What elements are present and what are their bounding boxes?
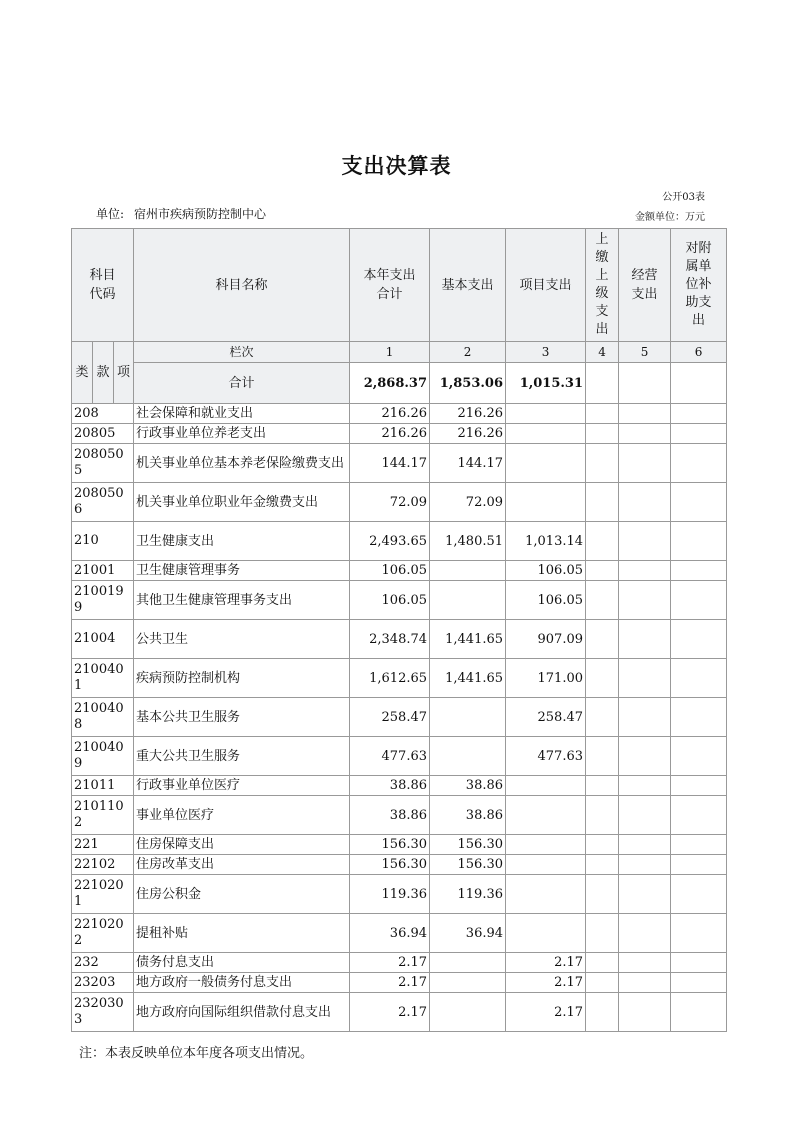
row-business [619,561,671,581]
row-upper [586,914,619,953]
row-business [619,875,671,914]
header-row [72,229,727,342]
total-basic: 1,853.06 [430,363,506,404]
row-total: 38.86 [350,796,430,835]
row-subsidy [671,737,727,776]
row-total: 72.09 [350,483,430,522]
table-row [72,581,727,620]
row-upper [586,581,619,620]
row-project: 1,013.14 [506,522,586,561]
row-upper [586,522,619,561]
table-row [72,561,727,581]
row-business [619,404,671,424]
header-kuan: 款 [93,342,114,404]
row-name: 地方政府一般债务付息支出 [134,973,350,993]
header-basic: 基本支出 [430,229,506,342]
row-business [619,620,671,659]
row-code: 2080506 [72,483,134,522]
row-subsidy [671,776,727,796]
row-project: 2.17 [506,993,586,1032]
row-basic: 144.17 [430,444,506,483]
row-total: 119.36 [350,875,430,914]
row-business [619,444,671,483]
header-business: 经营支出 [619,229,671,342]
table-row [72,444,727,483]
row-total: 2,348.74 [350,620,430,659]
row-name: 其他卫生健康管理事务支出 [134,581,350,620]
header-xiang: 项 [114,342,134,404]
row-project [506,424,586,444]
row-basic: 38.86 [430,796,506,835]
row-code: 2100408 [72,698,134,737]
header-upper: 上缴上级支出 [586,229,619,342]
row-project [506,914,586,953]
row-name: 债务付息支出 [134,953,350,973]
row-name: 卫生健康管理事务 [134,561,350,581]
row-upper [586,424,619,444]
row-code: 232 [72,953,134,973]
row-code: 21001 [72,561,134,581]
row-subsidy [671,483,727,522]
row-business [619,581,671,620]
row-code: 2320303 [72,993,134,1032]
row-project [506,483,586,522]
row-name: 重大公共卫生服务 [134,737,350,776]
row-upper [586,835,619,855]
row-basic: 216.26 [430,424,506,444]
row-basic [430,581,506,620]
row-project [506,875,586,914]
header-project: 项目支出 [506,229,586,342]
table-row [72,404,727,424]
row-total: 144.17 [350,444,430,483]
row-total: 216.26 [350,404,430,424]
total-row [72,363,727,404]
row-total: 1,612.65 [350,659,430,698]
row-business [619,993,671,1032]
row-basic [430,737,506,776]
row-name: 提租补贴 [134,914,350,953]
row-upper [586,875,619,914]
row-code: 2100409 [72,737,134,776]
row-business [619,659,671,698]
row-upper [586,620,619,659]
row-project: 258.47 [506,698,586,737]
footnote: 注：本表反映单位本年度各项支出情况。 [79,1046,314,1061]
row-business [619,776,671,796]
row-basic: 72.09 [430,483,506,522]
row-subsidy [671,914,727,953]
row-upper [586,404,619,424]
row-subsidy [671,424,727,444]
row-upper [586,973,619,993]
row-project: 907.09 [506,620,586,659]
unit-line [96,205,266,222]
header-subsidy: 对附属单位补助支出 [671,229,727,342]
row-basic: 216.26 [430,404,506,424]
row-basic: 119.36 [430,875,506,914]
row-code: 208 [72,404,134,424]
row-upper [586,444,619,483]
row-total: 2.17 [350,973,430,993]
row-basic: 36.94 [430,914,506,953]
column-number: 1 [350,342,430,363]
row-upper [586,483,619,522]
row-code: 20805 [72,424,134,444]
row-business [619,953,671,973]
row-upper [586,659,619,698]
row-total: 106.05 [350,581,430,620]
total-subsidy [671,363,727,404]
row-total: 2.17 [350,953,430,973]
row-subsidy [671,561,727,581]
row-total: 477.63 [350,737,430,776]
row-upper [586,737,619,776]
table-row [72,796,727,835]
row-subsidy [671,620,727,659]
row-name: 住房保障支出 [134,835,350,855]
row-total: 156.30 [350,855,430,875]
row-upper [586,993,619,1032]
row-name: 社会保障和就业支出 [134,404,350,424]
column-number: 2 [430,342,506,363]
form-number: 公开03表 [662,192,705,203]
table-row [72,855,727,875]
table-row [72,522,727,561]
column-number: 4 [586,342,619,363]
row-business [619,424,671,444]
header-total: 本年支出合计 [350,229,430,342]
unit-label: 单位: [96,207,125,221]
row-upper [586,953,619,973]
row-code: 21004 [72,620,134,659]
row-project [506,796,586,835]
row-name: 基本公共卫生服务 [134,698,350,737]
total-upper [586,363,619,404]
row-name: 事业单位医疗 [134,796,350,835]
row-project [506,776,586,796]
row-business [619,737,671,776]
row-name: 机关事业单位职业年金缴费支出 [134,483,350,522]
row-code: 2210202 [72,914,134,953]
row-subsidy [671,581,727,620]
row-name: 疾病预防控制机构 [134,659,350,698]
row-basic [430,561,506,581]
row-business [619,855,671,875]
row-subsidy [671,855,727,875]
row-subsidy [671,444,727,483]
total-project: 1,015.31 [506,363,586,404]
row-upper [586,561,619,581]
row-basic: 1,441.65 [430,620,506,659]
row-subsidy [671,659,727,698]
row-code: 22102 [72,855,134,875]
row-project [506,444,586,483]
column-number: 5 [619,342,671,363]
row-upper [586,776,619,796]
row-subsidy [671,973,727,993]
header-lei: 类 [72,342,93,404]
row-name: 机关事业单位基本养老保险缴费支出 [134,444,350,483]
table-row [72,914,727,953]
row-basic: 1,441.65 [430,659,506,698]
row-name: 公共卫生 [134,620,350,659]
table-row [72,973,727,993]
row-total: 216.26 [350,424,430,444]
table-row [72,620,727,659]
row-basic [430,973,506,993]
row-project [506,855,586,875]
row-total: 2,493.65 [350,522,430,561]
row-basic [430,698,506,737]
table-row [72,698,727,737]
total-amount: 2,868.37 [350,363,430,404]
row-code: 2080505 [72,444,134,483]
row-basic: 38.86 [430,776,506,796]
row-business [619,973,671,993]
row-name: 卫生健康支出 [134,522,350,561]
row-project [506,404,586,424]
table-row [72,659,727,698]
header-code: 科目代码 [72,229,134,342]
row-business [619,522,671,561]
row-business [619,796,671,835]
row-name: 地方政府向国际组织借款付息支出 [134,993,350,1032]
row-code: 2100199 [72,581,134,620]
row-project: 106.05 [506,561,586,581]
table-row [72,483,727,522]
column-number: 3 [506,342,586,363]
row-business [619,914,671,953]
row-code: 210 [72,522,134,561]
header-lanci: 栏次 [134,342,350,363]
row-basic [430,953,506,973]
row-total: 156.30 [350,835,430,855]
row-name: 住房公积金 [134,875,350,914]
row-project: 171.00 [506,659,586,698]
row-total: 36.94 [350,914,430,953]
row-code: 2210201 [72,875,134,914]
table-row [72,953,727,973]
column-number: 6 [671,342,727,363]
row-upper [586,698,619,737]
row-basic [430,993,506,1032]
row-project [506,835,586,855]
row-project: 2.17 [506,953,586,973]
page-title: 支出决算表 [341,153,452,178]
row-name: 行政事业单位养老支出 [134,424,350,444]
total-business [619,363,671,404]
unit-name: 宿州市疾病预防控制中心 [134,207,267,221]
column-number-row [72,342,727,363]
row-basic: 156.30 [430,855,506,875]
table-row [72,835,727,855]
row-total: 38.86 [350,776,430,796]
row-project: 477.63 [506,737,586,776]
row-subsidy [671,835,727,855]
table-row [72,993,727,1032]
row-total: 106.05 [350,561,430,581]
row-business [619,698,671,737]
row-code: 21011 [72,776,134,796]
row-total: 2.17 [350,993,430,1032]
row-code: 2100401 [72,659,134,698]
header-name: 科目名称 [134,229,350,342]
table-row [72,875,727,914]
row-name: 行政事业单位医疗 [134,776,350,796]
row-project: 2.17 [506,973,586,993]
row-name: 住房改革支出 [134,855,350,875]
row-upper [586,855,619,875]
row-code: 23203 [72,973,134,993]
row-subsidy [671,875,727,914]
row-code: 2101102 [72,796,134,835]
total-label: 合计 [134,363,350,404]
row-business [619,835,671,855]
row-basic: 156.30 [430,835,506,855]
row-subsidy [671,698,727,737]
table-row [72,776,727,796]
row-upper [586,796,619,835]
table-row [72,737,727,776]
row-project: 106.05 [506,581,586,620]
row-basic: 1,480.51 [430,522,506,561]
row-business [619,483,671,522]
row-subsidy [671,993,727,1032]
row-subsidy [671,404,727,424]
row-subsidy [671,953,727,973]
row-code: 221 [72,835,134,855]
amount-unit: 金额单位：万元 [635,212,705,223]
expenditure-table [71,228,727,1032]
row-subsidy [671,796,727,835]
row-subsidy [671,522,727,561]
table-row [72,424,727,444]
row-total: 258.47 [350,698,430,737]
